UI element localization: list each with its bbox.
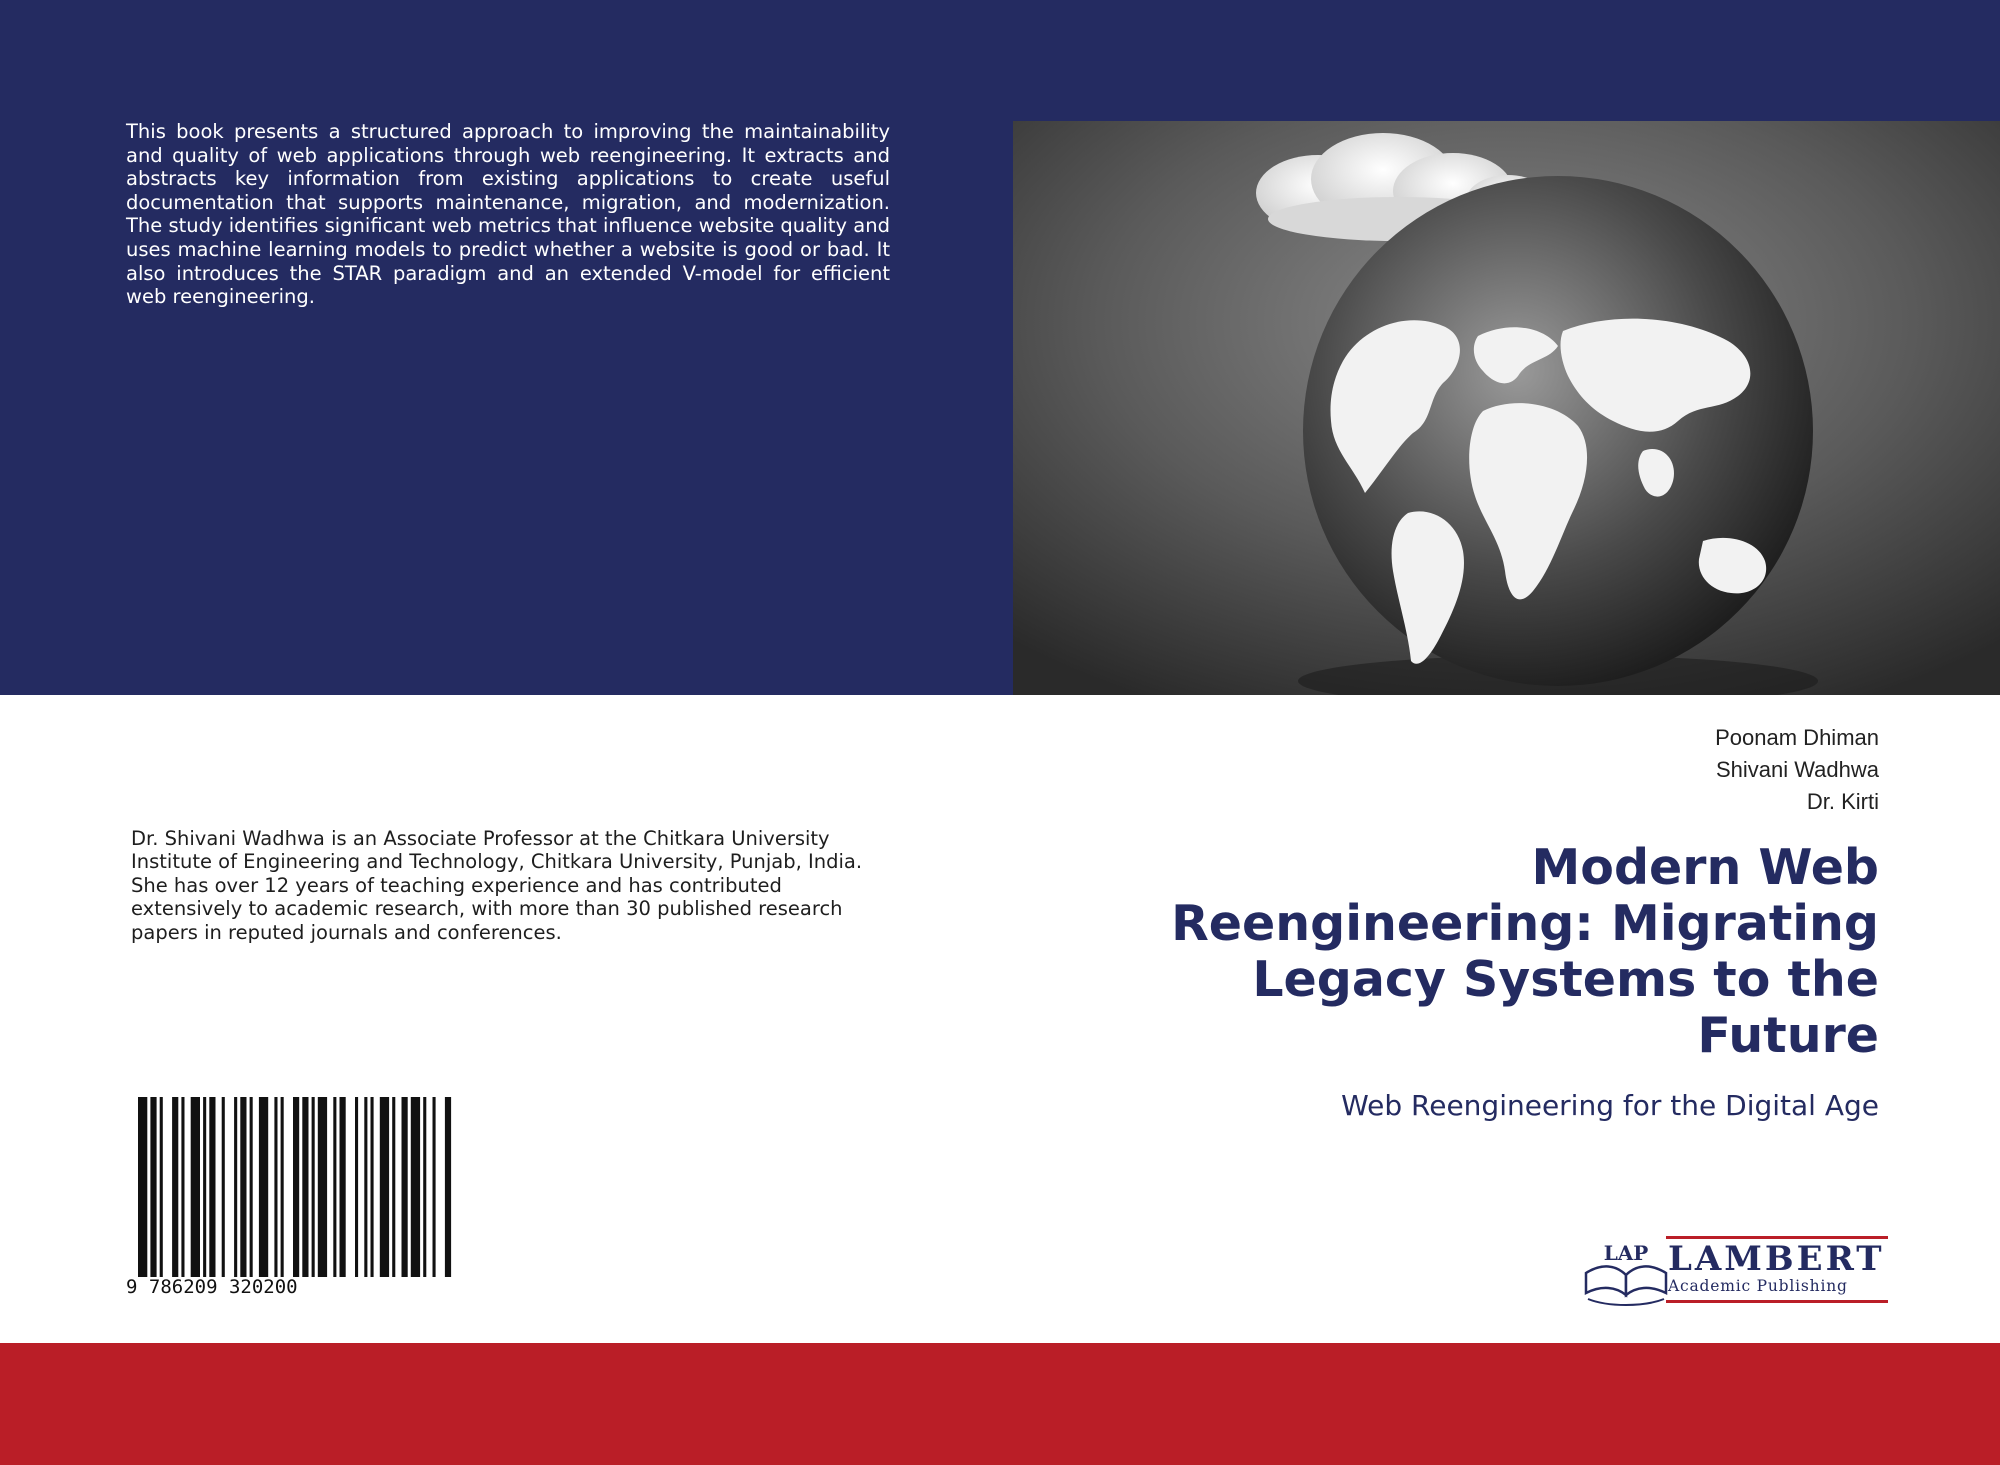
publisher-name: LAMBERT — [1668, 1239, 1885, 1279]
book-title: Modern Web Reengineering: Migrating Legacy Systems to the Future — [1171, 839, 1879, 1064]
publisher-mark: LAP — [1603, 1241, 1649, 1265]
cloud-over-globe-image — [1013, 121, 2000, 695]
author-bio: Dr. Shivani Wadhwa is an Associate Professor at the Chitkara University Institute of Engineering and Technology, Chitkara University, Punjab, India. She has over 12 years of teaching experience and has contributed extensively to academic research, with more than 30 published research papers in reputed journals and conferences. — [131, 827, 863, 944]
open-book-icon — [1586, 1266, 1666, 1305]
publisher-tagline: Academic Publishing — [1668, 1277, 1848, 1295]
author-list — [1715, 722, 1879, 818]
back-cover-blurb: This book presents a structured approach to improving the maintainability and quality of web applications through web reengineering. It extracts and abstracts key information from existing applications to create useful documentation that supports maintenance, migration, and modernization. The study identifies significant web metrics that influence website quality and uses machine learning models to predict whether a website is good or bad. It also introduces the STAR paradigm and an extended V-model for efficient web reengineering. — [126, 120, 890, 309]
author-name: Shivani Wadhwa — [1715, 757, 1879, 782]
isbn-digits: 9 786209 320200 — [126, 1276, 298, 1298]
book-subtitle: Web Reengineering for the Digital Age — [1341, 1089, 1879, 1122]
author-name: Dr. Kirti — [1806, 789, 1879, 814]
bottom-red-band — [0, 1343, 2000, 1465]
isbn-barcode — [126, 1097, 458, 1302]
author-name: Poonam Dhiman — [1715, 725, 1879, 750]
globe-icon — [1303, 176, 1813, 686]
